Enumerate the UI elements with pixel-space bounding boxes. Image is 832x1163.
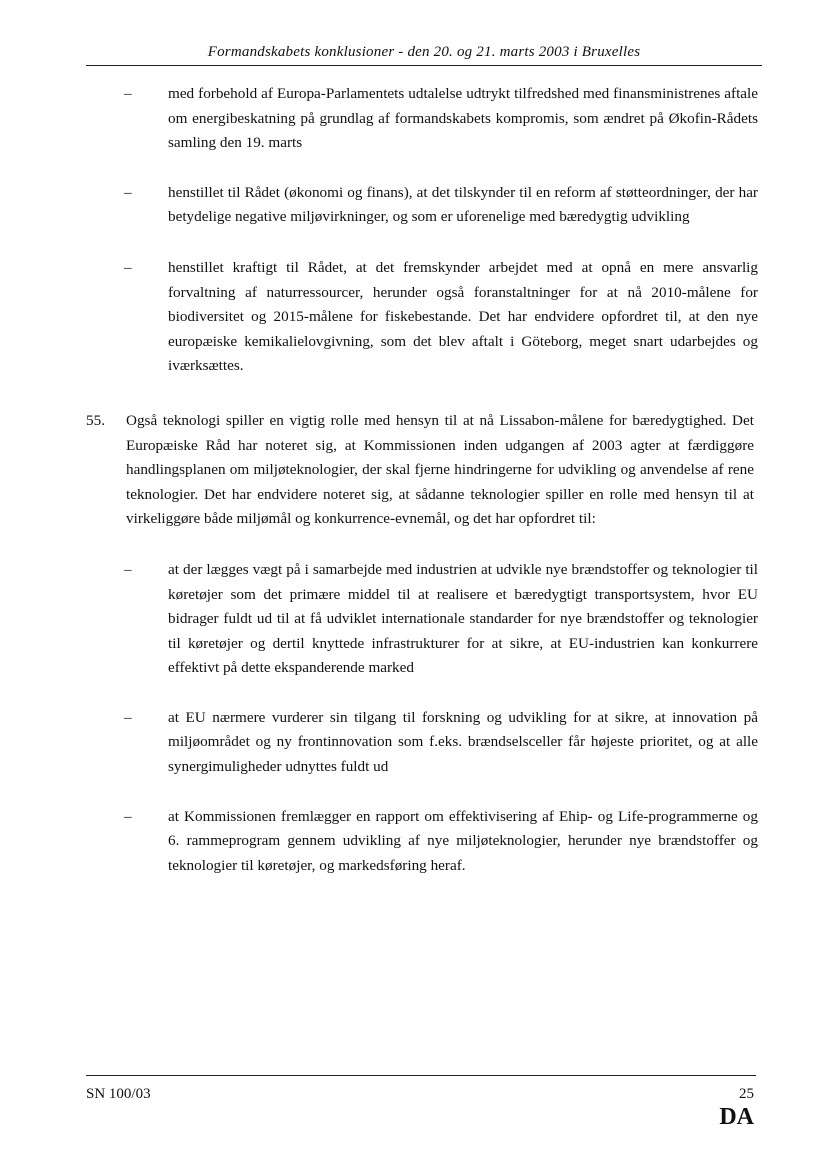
bullet-dash: –	[124, 708, 132, 726]
paragraph-text: Også teknologi spiller en vigtig rolle med hensyn til at nå Lissabon-målene for bæredygtighed. Det Europæiske Råd har noteret sig, at Kommissionen inden udgangen af 2003 agter at færdiggøre handlingsplanen om miljøteknologier, der skal fjerne hindringerne for udvikling og anvendelse af rene teknologier. Det har endvidere noteret sig, at sådanne teknologier spiller en rolle med hensyn til at virkeliggøre både miljømål og konkurrence-evnemål, og det har opfordret til:	[126, 411, 754, 528]
bullet-dash: –	[124, 807, 132, 825]
bullet-text: henstillet kraftigt til Rådet, at det fremskynder arbejdet med at opnå en mere ansvarlig forvaltning af naturressourcer, herunder også foranstaltninger for at nå 2010-målene for biodiversitet og 2015-målene for fiskebestande. Det har endvidere opfordret til, at den nye europæiske kemikalielovgivning, som det blev aftalt i Göteborg, meget snart udarbejdes og iværksættes.	[168, 258, 758, 375]
page-number: 25	[739, 1086, 754, 1102]
bullet-text: at Kommissionen fremlægger en rapport om effektivisering af Ehip- og Life-programmerne og 6. rammeprogram gennem udvikling af nye miljøteknologier, herunder nye brændstoffer og teknologier til køretøjer, og markedsføring heraf.	[168, 807, 758, 874]
document-body	[0, 82, 832, 878]
bullet-text: at EU nærmere vurderer sin tilgang til forskning og udvikling for at sikre, at innovation på miljøområdet og ny frontinnovation som f.eks. brændselsceller får højeste prioritet, og at alle synergimuligheder udnyttes fuldt ud	[168, 708, 758, 776]
bullet-dash: –	[124, 183, 132, 201]
running-header: Formandskabets konklusioner - den 20. og 21. marts 2003 i Bruxelles	[207, 44, 641, 60]
language-code: DA	[719, 1104, 754, 1130]
bullet-item	[124, 706, 758, 780]
bullet-item	[124, 181, 758, 230]
paragraph-number: 55.	[86, 411, 105, 429]
bullet-dash: –	[124, 258, 132, 276]
bullet-text: at der lægges vægt på i samarbejde med industrien at udvikle nye brændstoffer og teknologier til køretøjer som det primære middel til at realisere et bæredygtigt transportsystem, hvor EU bidrager fuldt ud til at få udviklet internationale standarder for nye brændstoffer og teknologier til køretøjer og dertil knyttede infrastrukturer for at sikre, at EU-industrien kan konkurrere effektivt på dette ekspanderende marked	[168, 560, 758, 677]
bullet-text: med forbehold af Europa-Parlamentets udtalelse udtrykt tilfredshed med finansministrenes aftale om energibeskatning på grundlag af formandskabets kompromis, som ændret på Økofin-Rådets samling den 19. marts	[168, 85, 758, 152]
paragraph-55	[86, 409, 754, 532]
footer-rule	[86, 1075, 756, 1076]
bullet-dash: –	[124, 560, 132, 578]
header-rule	[86, 65, 762, 66]
bullet-text: henstillet til Rådet (økonomi og finans), at det tilskynder til en reform af støtteordninger, der har betydelige negative miljøvirkninger, og som er uforenelige med bæredygtig udvikling	[168, 183, 758, 226]
bullet-item	[124, 558, 758, 681]
document-reference: SN 100/03	[86, 1086, 151, 1102]
bullet-item	[124, 256, 758, 379]
bullet-dash: –	[124, 85, 132, 102]
bullet-item	[124, 82, 758, 156]
bullet-item	[124, 805, 758, 879]
